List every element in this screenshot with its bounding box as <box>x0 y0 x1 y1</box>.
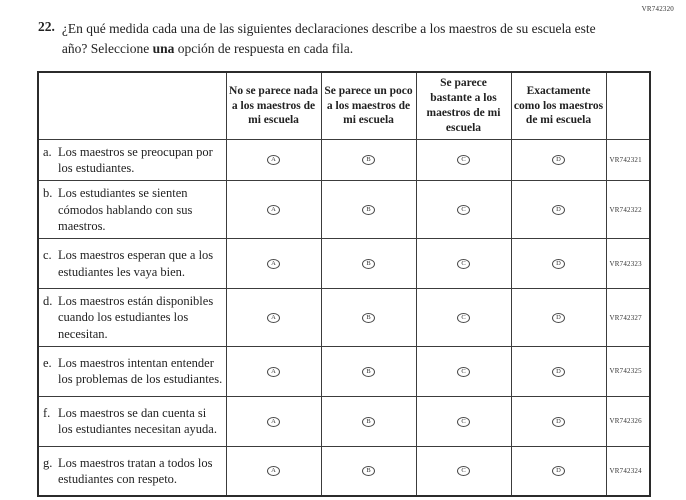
column-header-a-little: Se parece un poco a los maestros de mi escuela <box>321 72 416 139</box>
statement-row-a <box>38 139 650 181</box>
column-header-exactly: Exactamente como los maestros de mi escuela <box>511 72 606 139</box>
option-bubble-c[interactable]: C <box>457 417 470 427</box>
header-row <box>38 72 650 139</box>
statement-row-b <box>38 181 650 239</box>
option-cell <box>226 239 321 289</box>
option-cell <box>511 181 606 239</box>
option-bubble-b[interactable]: B <box>362 259 375 269</box>
row-code: VR742326 <box>606 396 650 446</box>
row-statement: Los maestros tratan a todos los estudiantes con respeto. <box>58 455 213 487</box>
row-letter: a. <box>43 144 52 159</box>
row-letter: c. <box>43 248 52 263</box>
question-text-part1: ¿En qué medida cada una de las siguientes declaraciones describe a los maestros de su escuela este año? Seleccione <box>61 21 596 56</box>
header-blank-cell <box>38 72 226 139</box>
option-bubble-d[interactable]: D <box>552 417 565 427</box>
row-statement: Los maestros están disponibles cuando los estudiantes los necesitan. <box>58 294 214 341</box>
question <box>0 0 686 58</box>
option-cell <box>416 346 511 396</box>
option-cell <box>416 181 511 239</box>
option-bubble-d[interactable]: D <box>552 367 565 377</box>
option-bubble-a[interactable]: A <box>267 466 280 476</box>
option-bubble-a[interactable]: A <box>267 367 280 377</box>
option-cell <box>416 139 511 181</box>
option-cell <box>511 239 606 289</box>
option-bubble-c[interactable]: C <box>457 259 470 269</box>
statement-row-d <box>38 289 650 347</box>
row-letter: e. <box>43 356 52 371</box>
option-cell <box>321 396 416 446</box>
option-bubble-d[interactable]: D <box>552 205 565 215</box>
row-statement: Los maestros se preocupan por los estudiantes. <box>58 144 213 176</box>
option-cell <box>321 139 416 181</box>
option-bubble-c[interactable]: C <box>457 313 470 323</box>
option-bubble-a[interactable]: A <box>267 205 280 215</box>
statement-row-e <box>38 346 650 396</box>
option-bubble-b[interactable]: B <box>362 313 375 323</box>
option-cell <box>321 181 416 239</box>
option-bubble-d[interactable]: D <box>552 259 565 269</box>
option-bubble-d[interactable]: D <box>552 466 565 476</box>
option-cell <box>416 239 511 289</box>
option-bubble-a[interactable]: A <box>267 417 280 427</box>
row-letter: d. <box>43 294 53 309</box>
question-text-part2: opción de respuesta en cada fila. <box>174 40 354 56</box>
option-cell <box>226 289 321 347</box>
option-bubble-d[interactable]: D <box>552 155 565 165</box>
option-cell <box>226 396 321 446</box>
option-bubble-a[interactable]: A <box>267 259 280 269</box>
row-code: VR742325 <box>606 346 650 396</box>
option-cell <box>416 396 511 446</box>
option-cell <box>511 446 606 496</box>
row-letter: g. <box>43 455 53 470</box>
column-header-not-at-all: No se parece nada a los maestros de mi escuela <box>226 72 321 139</box>
row-code: VR742327 <box>606 289 650 347</box>
option-bubble-b[interactable]: B <box>362 367 375 377</box>
row-statement: Los maestros esperan que a los estudiantes les vaya bien. <box>58 248 214 279</box>
option-bubble-a[interactable]: A <box>267 313 280 323</box>
option-cell <box>416 446 511 496</box>
option-cell <box>511 346 606 396</box>
row-statement: Los maestros intentan entender los problemas de los estudiantes. <box>58 356 223 387</box>
row-letter: f. <box>43 406 51 421</box>
question-text <box>62 19 610 58</box>
question-number: 22. <box>38 19 55 34</box>
option-cell <box>416 289 511 347</box>
option-cell <box>226 446 321 496</box>
row-code: VR742324 <box>606 446 650 496</box>
option-bubble-b[interactable]: B <box>362 205 375 215</box>
option-bubble-b[interactable]: B <box>362 155 375 165</box>
option-bubble-b[interactable]: B <box>362 417 375 427</box>
option-cell <box>321 239 416 289</box>
column-header-quite-a-bit: Se parece bastante a los maestros de mi escuela <box>416 72 511 139</box>
statement-row-g <box>38 446 650 496</box>
option-cell <box>511 289 606 347</box>
option-bubble-c[interactable]: C <box>457 466 470 476</box>
option-cell <box>321 289 416 347</box>
statement-row-f <box>38 396 650 446</box>
option-bubble-d[interactable]: D <box>552 313 565 323</box>
option-cell <box>511 396 606 446</box>
option-cell <box>321 446 416 496</box>
option-cell <box>226 139 321 181</box>
option-cell <box>321 346 416 396</box>
option-bubble-c[interactable]: C <box>457 155 470 165</box>
row-statement: Los estudiantes se sienten cómodos hablando con sus maestros. <box>58 186 193 233</box>
statement-row-c <box>38 239 650 289</box>
option-cell <box>511 139 606 181</box>
form-code: VR742320 <box>641 5 674 13</box>
row-statement: Los maestros se dan cuenta si los estudiantes necesitan ayuda. <box>58 406 217 437</box>
row-code: VR742322 <box>606 181 650 239</box>
option-bubble-b[interactable]: B <box>362 466 375 476</box>
header-code-cell <box>606 72 650 139</box>
row-letter: b. <box>43 186 53 201</box>
row-code: VR742321 <box>606 139 650 181</box>
option-bubble-c[interactable]: C <box>457 205 470 215</box>
option-cell <box>226 346 321 396</box>
row-code: VR742323 <box>606 239 650 289</box>
question-bold-word: una <box>152 40 175 56</box>
option-cell <box>226 181 321 239</box>
option-bubble-a[interactable]: A <box>267 155 280 165</box>
response-table <box>37 71 651 497</box>
statements-body <box>38 139 650 496</box>
option-bubble-c[interactable]: C <box>457 367 470 377</box>
